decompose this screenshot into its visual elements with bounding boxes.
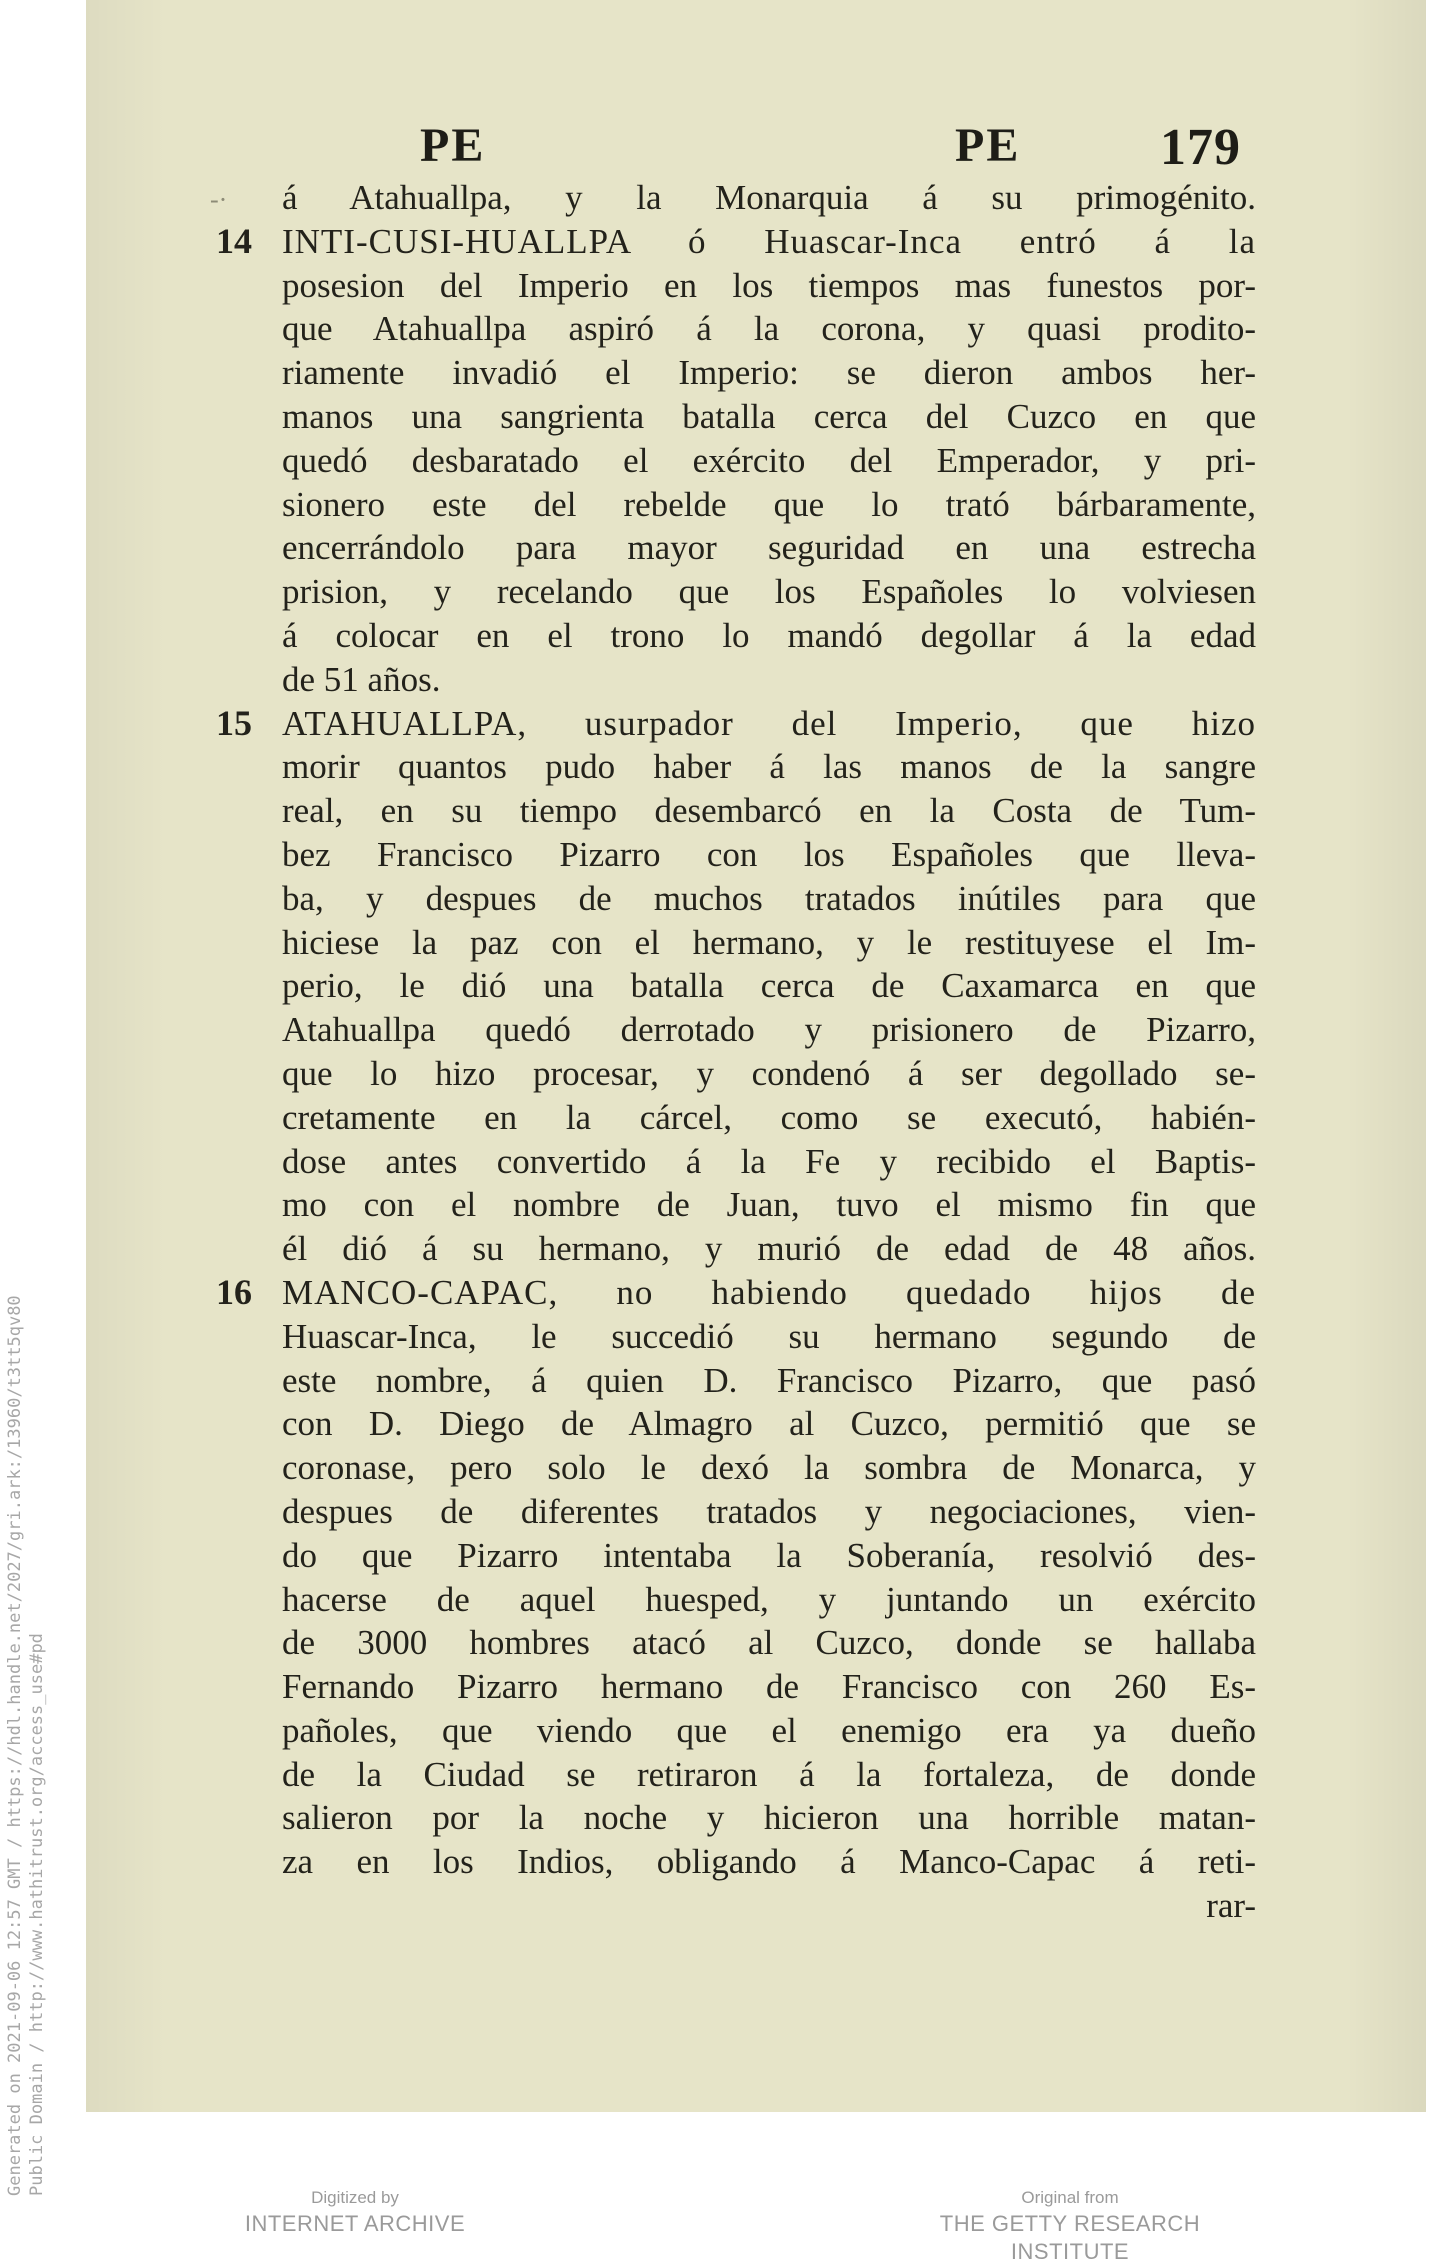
page-number: 179: [1160, 119, 1241, 176]
text-line: [282, 1490, 1256, 1534]
line-text: coronase, pero solo le dexó la sombra de Monarca, y: [282, 1448, 1256, 1488]
entry-number: 15: [216, 702, 252, 743]
text-line: [282, 1709, 1256, 1753]
text-line: [282, 1446, 1256, 1490]
line-text: hacerse de aquel huesped, y juntando un exército: [282, 1579, 1256, 1619]
text-line: [282, 789, 1256, 833]
original-from-credit: [880, 2186, 1260, 2266]
credit-caption: Original from: [1021, 2188, 1119, 2207]
text-line: [216, 702, 1256, 746]
text-line: [282, 745, 1256, 789]
text-line: [282, 483, 1256, 527]
text-line: [282, 1227, 1256, 1271]
line-text: prision, y recelando que los Españoles lo volviesen: [282, 572, 1256, 612]
line-text: Atahuallpa quedó derrotado y prisionero de Pizarro,: [282, 1010, 1256, 1050]
digitized-by-credit: [240, 2186, 470, 2238]
text-line: [282, 658, 1256, 702]
text-line: [282, 1183, 1256, 1227]
line-text: este nombre, á quien D. Francisco Pizarro, que pasó: [282, 1360, 1256, 1400]
line-text: cretamente en la cárcel, como se executó, habién-: [282, 1097, 1256, 1137]
line-text: á colocar en el trono lo mandó degollar á la edad: [282, 615, 1256, 655]
text-line: [282, 1008, 1256, 1052]
text-line: [282, 1140, 1256, 1184]
credit-name: THE GETTY RESEARCH INSTITUTE: [939, 2211, 1201, 2264]
line-text: riamente invadió el Imperio: se dieron ambos her-: [282, 353, 1256, 393]
text-line: [216, 220, 1256, 264]
text-line: [282, 1665, 1256, 1709]
line-text: real, en su tiempo desembarcó en la Costa de Tum-: [282, 791, 1256, 831]
text-line: [282, 1359, 1256, 1403]
line-text: salieron por la noche y hicieron una horrible matan-: [282, 1798, 1256, 1838]
line-text: ATAHUALLPA, usurpador del Imperio, que hizo: [282, 703, 1256, 743]
text-line: [282, 833, 1256, 877]
line-text: za en los Indios, obligando á Manco-Capac á reti-: [282, 1842, 1256, 1882]
line-text: perio, le dió una batalla cerca de Caxamarca en que: [282, 966, 1256, 1006]
catchword: rar-: [1206, 1886, 1256, 1926]
text-line: [282, 614, 1256, 658]
text-line: [282, 1402, 1256, 1446]
line-text: de la Ciudad se retiraron á la fortaleza, de donde: [282, 1754, 1256, 1794]
line-text: que Atahuallpa aspiró á la corona, y quasi prodito-: [282, 309, 1256, 349]
line-text: dose antes convertido á la Fe y recibido el Baptis-: [282, 1141, 1256, 1181]
line-text: morir quantos pudo haber á las manos de la sangre: [282, 747, 1256, 787]
line-text: despues de diferentes tratados y negociaciones, vien-: [282, 1491, 1256, 1531]
stamp-line: Generated on 2021-09-06 12:57 GMT / https://hdl.handle.net/2027/gri.ark:/13960/t3tt5qv80: [5, 1295, 25, 2196]
text-line: [282, 1796, 1256, 1840]
text-line: [282, 921, 1256, 965]
line-text: de 51 años.: [282, 659, 441, 699]
line-text: posesion del Imperio en los tiempos mas funestos por-: [282, 265, 1256, 305]
margin-mark: -·: [210, 185, 228, 214]
text-line: [282, 526, 1256, 570]
text-line: [282, 964, 1256, 1008]
text-line: [282, 1840, 1256, 1884]
entry-number: 16: [216, 1271, 252, 1312]
text-line: [282, 570, 1256, 614]
line-text: él dió á su hermano, y murió de edad de 48 años.: [282, 1229, 1256, 1269]
line-text: que lo hizo procesar, y condenó á ser degollado se-: [282, 1053, 1256, 1093]
line-text: ba, y despues de muchos tratados inútiles para que: [282, 878, 1256, 918]
text-line: [282, 439, 1256, 483]
line-text: á Atahuallpa, y la Monarquia á su primogénito.: [282, 178, 1256, 217]
line-text: pañoles, que viendo que el enemigo era ya dueño: [282, 1710, 1256, 1750]
text-line: [282, 1315, 1256, 1359]
line-text: encerrándolo para mayor seguridad en una estrecha: [282, 528, 1256, 568]
line-text: bez Francisco Pizarro con los Españoles que lleva-: [282, 834, 1256, 874]
body-text: [210, 176, 1256, 1928]
credit-name: INTERNET ARCHIVE: [244, 2211, 466, 2236]
line-text: manos una sangrienta batalla cerca del Cuzco en que: [282, 396, 1256, 436]
line-text: hiciese la paz con el hermano, y le restituyese el Im-: [282, 922, 1256, 962]
text-line: [210, 176, 1256, 220]
entry-number: 14: [216, 220, 252, 261]
text-line: [282, 1534, 1256, 1578]
line-text: sionero este del rebelde que lo trató bárbaramente,: [282, 484, 1256, 524]
text-line: [282, 395, 1256, 439]
text-line: [282, 307, 1256, 351]
text-line: [216, 1271, 1256, 1315]
text-line: [282, 264, 1256, 308]
line-text: do que Pizarro intentaba la Soberanía, resolvió des-: [282, 1535, 1256, 1575]
running-head-left: PE: [420, 119, 486, 172]
text-line: [282, 351, 1256, 395]
credit-caption: Digitized by: [311, 2188, 399, 2207]
text-line: [282, 1096, 1256, 1140]
line-text: INTI-CUSI-HUALLPA ó Huascar-Inca entró á la: [282, 221, 1256, 261]
line-text: mo con el nombre de Juan, tuvo el mismo fin que: [282, 1185, 1256, 1225]
text-line: [282, 877, 1256, 921]
hathitrust-stamp: [4, 1295, 48, 2196]
line-text: quedó desbaratado el exército del Emperador, y pri-: [282, 440, 1256, 480]
text-line: [282, 1753, 1256, 1797]
text-line: [282, 1052, 1256, 1096]
catchword-line: [282, 1884, 1256, 1928]
line-text: con D. Diego de Almagro al Cuzco, permitió que se: [282, 1404, 1256, 1444]
stamp-line: Public Domain / http://www.hathitrust.org/access_use#pd: [27, 1633, 47, 2196]
line-text: Huascar-Inca, le succedió su hermano segundo de: [282, 1316, 1256, 1356]
running-head-right: PE: [955, 119, 1021, 172]
text-line: [282, 1578, 1256, 1622]
line-text: Fernando Pizarro hermano de Francisco con 260 Es-: [282, 1667, 1256, 1707]
line-text: MANCO-CAPAC, no habiendo quedado hijos de: [282, 1272, 1256, 1312]
line-text: de 3000 hombres atacó al Cuzco, donde se hallaba: [282, 1623, 1256, 1663]
text-line: [282, 1621, 1256, 1665]
